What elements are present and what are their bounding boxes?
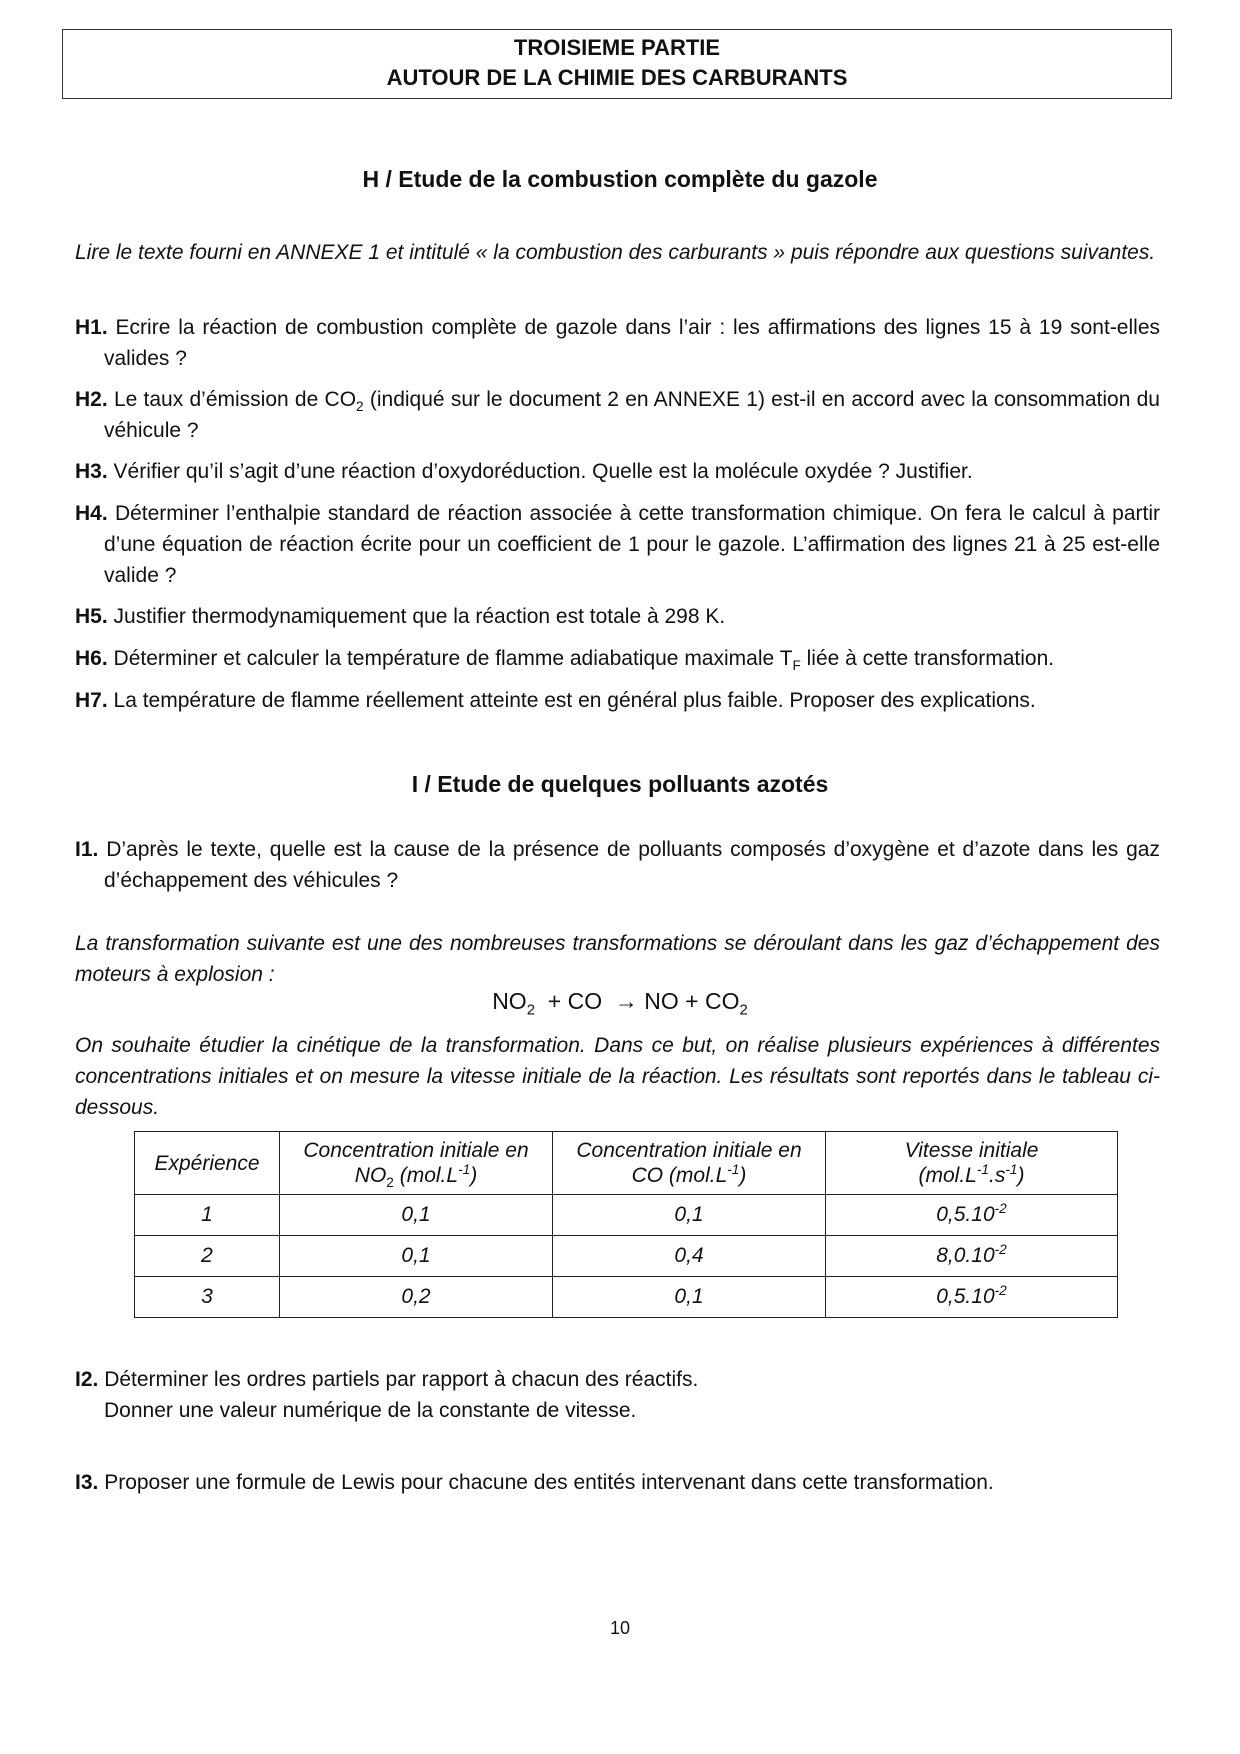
eq-arrow: → xyxy=(614,988,638,1014)
section-i-title: I / Etude de quelques polluants azotés xyxy=(411,771,829,797)
cell-no2: 0,2 xyxy=(280,1277,553,1318)
question-label: H5. xyxy=(75,605,108,628)
question-h1 xyxy=(75,312,1160,374)
question-label: I2. xyxy=(75,1368,99,1391)
cell-co: 0,1 xyxy=(553,1195,826,1236)
part-subtitle: AUTOUR DE LA CHIMIE DES CARBURANTS xyxy=(386,65,848,90)
kinetics-table xyxy=(134,1131,1118,1318)
section-h-intro: Lire le texte fourni en ANNEXE 1 et intitulé « la combustion des carburants » puis répondre aux questions suivantes. xyxy=(75,241,1156,264)
question-h7 xyxy=(75,685,1160,716)
question-label: H4. xyxy=(75,502,108,525)
eq-no2: NO xyxy=(492,988,527,1014)
cell-experience: 2 xyxy=(135,1236,280,1277)
header-experience: Expérience xyxy=(135,1132,280,1195)
header-no2: Concentration initiale en $NO_2$ $(mol.L^{-1})$ xyxy=(280,1132,553,1195)
question-label: H7. xyxy=(75,689,108,712)
question-i2 xyxy=(75,1364,1160,1426)
question-text: Déterminer les ordres partiels par rapport à chacun des réactifs. xyxy=(104,1368,699,1391)
header-co: Concentration initiale en CO $(mol.L^{-1})$ xyxy=(553,1132,826,1195)
reaction-equation xyxy=(0,988,1240,1019)
table-header-row xyxy=(135,1132,1118,1195)
transformation-intro: La transformation suivante est une des nombreuses transformations se déroulant dans les gaz d’échappement des moteurs à explosion : xyxy=(75,932,1160,986)
question-h3 xyxy=(75,456,1160,487)
question-h5 xyxy=(75,601,1160,632)
question-text-line2: Donner une valeur numérique de la constante de vitesse. xyxy=(104,1399,637,1422)
question-text: Le taux d’émission de CO xyxy=(113,388,357,411)
question-i1 xyxy=(75,834,1160,896)
cell-no2: 0,1 xyxy=(280,1236,553,1277)
question-label: I1. xyxy=(75,838,99,861)
question-text: Vérifier qu’il s’agit d’une réaction d’oxydoréduction. Quelle est la molécule oxydée ? Justifier. xyxy=(113,460,973,483)
table-row xyxy=(135,1277,1118,1318)
subscript: F xyxy=(792,658,801,674)
question-text: Justifier thermodynamiquement que la réaction est totale à 298 K. xyxy=(113,605,726,628)
question-i3 xyxy=(75,1467,1160,1498)
question-text: Déterminer et calculer la température de flamme adiabatique maximale T xyxy=(113,647,793,670)
cell-no2: 0,1 xyxy=(280,1195,553,1236)
question-text: Ecrire la réaction de combustion complète de gazole dans l’air : les affirmations des lignes 15 à 19 sont-elles valides ? xyxy=(104,316,1160,370)
question-label: H3. xyxy=(75,460,108,483)
question-text: La température de flamme réellement atteinte est en général plus faible. Proposer des explications. xyxy=(113,689,1036,712)
question-label: H6. xyxy=(75,647,108,670)
question-text-cont: liée à cette transformation. xyxy=(800,647,1055,670)
cell-co: 0,4 xyxy=(553,1236,826,1277)
eq-sub: 2 xyxy=(526,1001,535,1019)
kinetics-intro: On souhaite étudier la cinétique de la transformation. Dans ce but, on réalise plusieurs expériences à différentes concentrations initiales et on mesure la vitesse initiale de la réaction. Les résultats sont reportés dans le tableau ci-dessous. xyxy=(75,1034,1160,1119)
cell-velocity: $0,5.10^{-2}$ xyxy=(826,1277,1118,1318)
question-h6 xyxy=(75,643,1160,674)
eq-plus-co: + CO xyxy=(547,988,603,1014)
question-text: Proposer une formule de Lewis pour chacune des entités intervenant dans cette transformation. xyxy=(104,1471,994,1494)
header-velocity: Vitesse initiale $(mol.L^{-1}.s^{-1})$ xyxy=(826,1132,1118,1195)
question-text-cont: (indiqué sur le document 2 en ANNEXE 1) est-il en accord avec la consommation du véhicule ? xyxy=(104,388,1160,442)
cell-velocity: $0,5.10^{-2}$ xyxy=(826,1195,1118,1236)
table-row xyxy=(135,1236,1118,1277)
part-title: TROISIEME PARTIE xyxy=(513,35,721,60)
cell-co: 0,1 xyxy=(553,1277,826,1318)
question-label: H1. xyxy=(75,316,108,339)
cell-experience: 3 xyxy=(135,1277,280,1318)
cell-velocity: $8,0.10^{-2}$ xyxy=(826,1236,1118,1277)
table-row xyxy=(135,1195,1118,1236)
page-number: 10 xyxy=(609,1618,631,1638)
cell-experience: 1 xyxy=(135,1195,280,1236)
eq-products: NO + CO xyxy=(644,988,740,1014)
question-text: D’après le texte, quelle est la cause de la présence de polluants composés d’oxygène et d’azote dans les gaz d’échappement des véhicules ? xyxy=(104,838,1160,892)
question-text: Déterminer l’enthalpie standard de réaction associée à cette transformation chimique. On fera le calcul à partir d’une équation de réaction écrite pour un coefficient de 1 pour le gazole. L’affirmation des lignes 21 à 25 est-elle valide ? xyxy=(104,502,1160,587)
section-h-title: H / Etude de la combustion complète du gazole xyxy=(362,166,878,192)
eq-sub: 2 xyxy=(739,1001,748,1019)
question-label: I3. xyxy=(75,1471,99,1494)
question-label: H2. xyxy=(75,388,108,411)
question-h4 xyxy=(75,498,1160,591)
question-h2 xyxy=(75,384,1160,446)
part-header xyxy=(62,29,1172,99)
subscript: 2 xyxy=(356,399,364,415)
